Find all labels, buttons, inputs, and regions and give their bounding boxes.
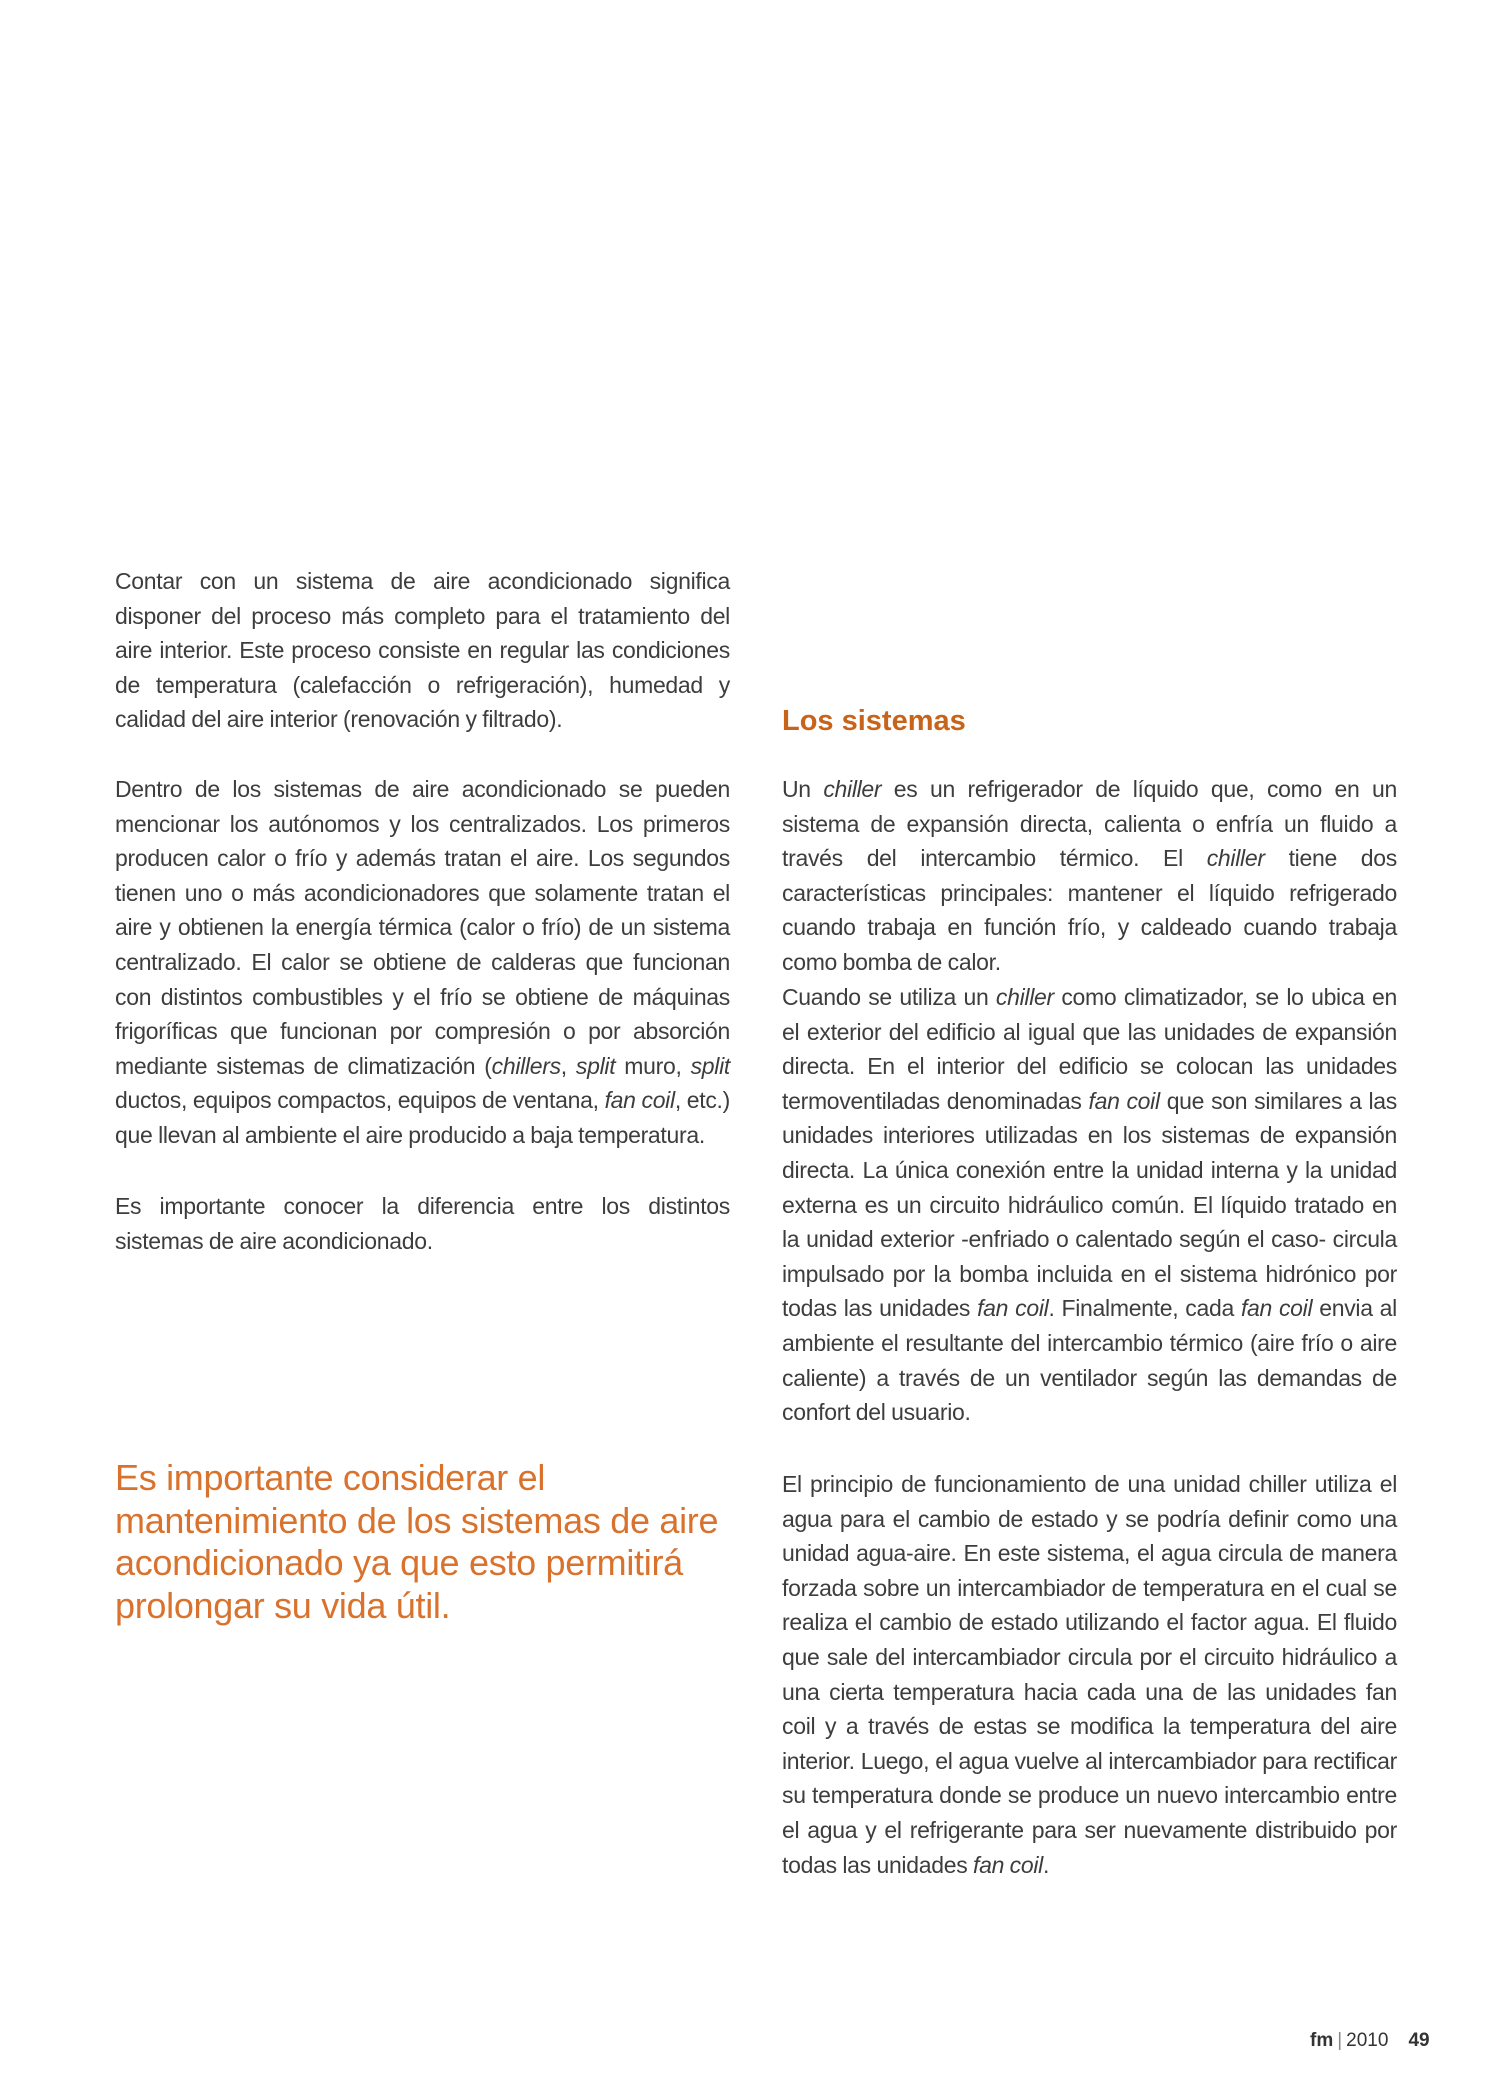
difference-paragraph: Es importante conocer la diferencia entre los distintos sistemas de aire acondicionado. xyxy=(115,1193,730,1254)
page-footer xyxy=(1310,2030,1430,2052)
section-heading: Los sistemas xyxy=(782,705,966,737)
footer-separator: | xyxy=(1337,2030,1343,2051)
operation-principle-paragraph: El principio de funcionamiento de una unidad chiller utiliza el agua para el cambio de estado y se podría definir como una unidad agua-aire. En este sistema, el agua circula de manera forzada sobre un intercambiador de temperatura en el cual se realiza el cambio de estado utilizando el factor agua. El fluido que sale del intercambiador circula por el circuito hidráulico a una cierta temperatura hacia cada una de las unidades fan coil y a través de estas se modifica la temperatura del aire interior. Luego, el agua vuelve al intercambiador para rectificar su temperatura donde se produce un nuevo intercambio entre el agua y el refrigerante para ser nuevamente distribuido por todas las unidades fan coil. xyxy=(782,1471,1397,1878)
issue-year: 2010 xyxy=(1346,2030,1389,2051)
pull-quote: Es importante considerar el mantenimiento de los sistemas de aire acondicionado ya que esto permitirá prolongar su vida útil. xyxy=(115,1457,719,1626)
magazine-name: fm xyxy=(1310,2030,1334,2051)
systems-types-paragraph: Dentro de los sistemas de aire acondicionado se pueden mencionar los autónomos y los centralizados. Los primeros producen calor o frío y además tratan el aire. Los segundos tienen uno o más acondicionadores que solamente tratan el aire y obtienen la energía térmica (calor o frío) de un sistema centralizado. El calor se obtiene de calderas que funcionan con distintos combustibles y el frío se obtiene de máquinas frigoríficas que funcionan por compresión o por absorción mediante sistemas de climatización (chillers, split muro, split ductos, equipos compactos, equipos de ventana, fan coil, etc.) que llevan al ambiente el aire producido a baja temperatura. xyxy=(115,776,730,1148)
page-number: 49 xyxy=(1408,2030,1430,2051)
chiller-usage-paragraph: Cuando se utiliza un chiller como climatizador, se lo ubica en el exterior del edificio al igual que las unidades de expansión directa. En el interior del edificio se colocan las unidades termoventiladas denominadas fan coil que son similares a las unidades interiores utilizadas en los sistemas de expansión directa. La única conexión entre la unidad interna y la unidad externa es un circuito hidráulico común. El líquido tratado en la unidad exterior -enfriado o calentado según el caso- circula impulsado por la bomba incluida en el sistema hidrónico por todas las unidades fan coil. Finalmente, cada fan coil envia al ambiente el resultante del intercambio térmico (aire frío o aire caliente) a través de un ventilador según las demandas de confort del usuario. xyxy=(782,984,1397,1426)
chiller-definition-paragraph: Un chiller es un refrigerador de líquido que, como en un sistema de expansión directa, calienta o enfría un fluido a través del intercambio térmico. El chiller tiene dos características principales: mantener el líquido refrigerado cuando trabaja en función frío, y caldeado cuando trabaja como bomba de calor. xyxy=(782,776,1397,975)
intro-paragraph: Contar con un sistema de aire acondicionado significa disponer del proceso más completo para el tratamiento del aire interior. Este proceso consiste en regular las condiciones de temperatura (calefacción o refrigeración), humedad y calidad del aire interior (renovación y filtrado). xyxy=(115,568,730,733)
